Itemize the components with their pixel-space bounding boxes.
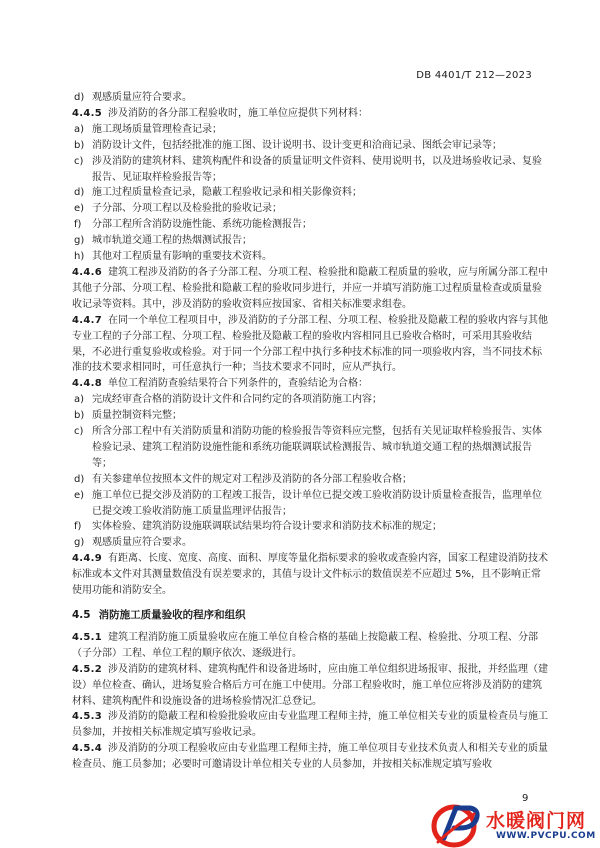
clause-4-4-9: 4.4.9 有距离、长度、宽度、高度、面积、厚度等量化指标要求的验收或查验内容，国家工程建设消防技术标准或本文件对其测量数值没有误差要求的，其值与设计文件标示的数值误差不应超过 5%，且不影响正常使用功能和消防安全。 (72, 553, 548, 597)
clause-4-5-3: 4.5.3 涉及消防的隐蔽工程和检验批验收应由专业监理工程师主持，施工单位相关专业的质量检查员与施工员参加，并按相关标准规定填写验收记录。 (72, 711, 548, 739)
list-item: d) 施工过程质量检查记录，隐蔽工程验收记录和相关影像资料； (74, 187, 362, 199)
page-number: 9 (522, 793, 529, 804)
site-logo-icon (430, 800, 484, 848)
clause-4-5-2: 4.5.2 涉及消防的建筑材料、建筑构配件和设备进场时，应由施工单位组织进场报审、报批，并经监理（建设）单位检查、确认，进场复验合格后方可在施工中使用。分部工程验收时，施工单位应将涉及消防的建筑材料、建筑构配件和设施设备的进场检验情况汇总登记。 (72, 663, 548, 707)
list-item: d) 有关参建单位按照本文件的规定对工程涉及消防的各分部工程验收合格； (74, 473, 412, 485)
clause-4-4-8: 4.4.8 单位工程消防查验结果符合下列条件的，查验结论为合格： (72, 378, 368, 390)
clause-4-4-6: 4.4.6 建筑工程涉及消防的各子分部工程、分项工程、检验批和隐蔽工程质量的验收，应与所属分部工程中其他子分部、分项工程、检验批和隐蔽工程的验收同步进行，并应一并填写消防施工过程质量检查或质量验收记录等资料。其中，涉及消防的验收资料应按国家、省相关标准要求组卷。 (72, 266, 548, 310)
list-item: e) 施工单位已提交涉及消防的工程竣工报告，设计单位已提交竣工验收消防设计质量检查报告，监理单位已提交竣工验收消防施工质量监理评估报告； (74, 489, 542, 517)
list-item: f) 实体检验、建筑消防设施联调联试结果均符合设计要求和消防技术标准的规定； (74, 521, 442, 533)
clause-4-4-5: 4.4.5 涉及消防的各分部工程验收时，施工单位应提供下列材料： (72, 107, 368, 119)
list-item: a) 施工现场质量管理检查记录； (74, 123, 222, 135)
standard-code: DB 4401/T 212—2023 (416, 70, 532, 81)
list-item: h) 其他对工程质量有影响的重要技术资料。 (74, 251, 272, 263)
list-item: g) 城市轨道交通工程的热烟测试报告； (74, 235, 252, 247)
watermark-url: WWW.PVCPU.COM (496, 831, 596, 841)
watermark (430, 800, 600, 848)
list-item: c) 涉及消防的建筑材料、建筑构配件和设备的质量证明文件资料、使用说明书，以及进场验收记录、复验报告、见证取样检验报告等； (74, 155, 542, 183)
list-item: c) 所含分部工程中有关消防质量和消防功能的检验报告等资料应完整，包括有关见证取样检验报告、实体检验记录、建筑工程消防设施性能和系统功能联调联试检测报告、城市轨道交通工程的热烟测试报告等； (74, 426, 542, 469)
list-item: e) 子分部、分项工程以及检验批的验收记录； (74, 203, 282, 215)
list-item: f) 分部工程所含消防设施性能、系统功能检测报告； (74, 219, 312, 231)
list-item: g) 观感质量应符合要求。 (74, 537, 192, 549)
list-item: a) 完成经审查合格的消防设计文件和合同约定的各项消防施工内容； (74, 394, 382, 406)
document-body (72, 90, 550, 773)
watermark-site-name: 水暖阀门网 (486, 810, 587, 832)
clause-4-4-7: 4.4.7 在同一个单位工程项目中，涉及消防的子分部工程、分项工程、检验批及隐蔽工程的验收内容与其他专业工程的子分部工程、分项工程、检验批及隐蔽工程的验收内容相同且已验收合格时，可采用其验收结果，不必进行重复验收或检验。对于同一个分部工程中执行多种技术标准的同一项验收内容，当不同技术标准的技术要求相同时，可任意执行一种；当技术要求不同时，应从严执行。 (72, 314, 548, 374)
list-item: d) 观感质量应符合要求。 (74, 92, 192, 103)
section-heading: 4.5 消防施工质量验收的程序和组织 (72, 609, 246, 621)
list-item: b) 消防设计文件，包括经批准的施工图、设计说明书、设计变更和洽商记录、图纸会审记录等； (74, 139, 502, 151)
clause-4-5-4: 4.5.4 涉及消防的分项工程验收应由专业监理工程师主持，施工单位项目专业技术负责人和相关专业的质量检查员、施工员参加；必要时可邀请设计单位相关专业的人员参加，并按相关标准规定填写验收 (72, 743, 548, 771)
list-item: b) 质量控制资料完整； (74, 410, 182, 422)
clause-4-5-1: 4.5.1 建筑工程消防施工质量验收应在施工单位自检合格的基础上按隐蔽工程、检验批、分项工程、分部（子分部）工程、单位工程的顺序依次、逐级进行。 (72, 631, 538, 659)
